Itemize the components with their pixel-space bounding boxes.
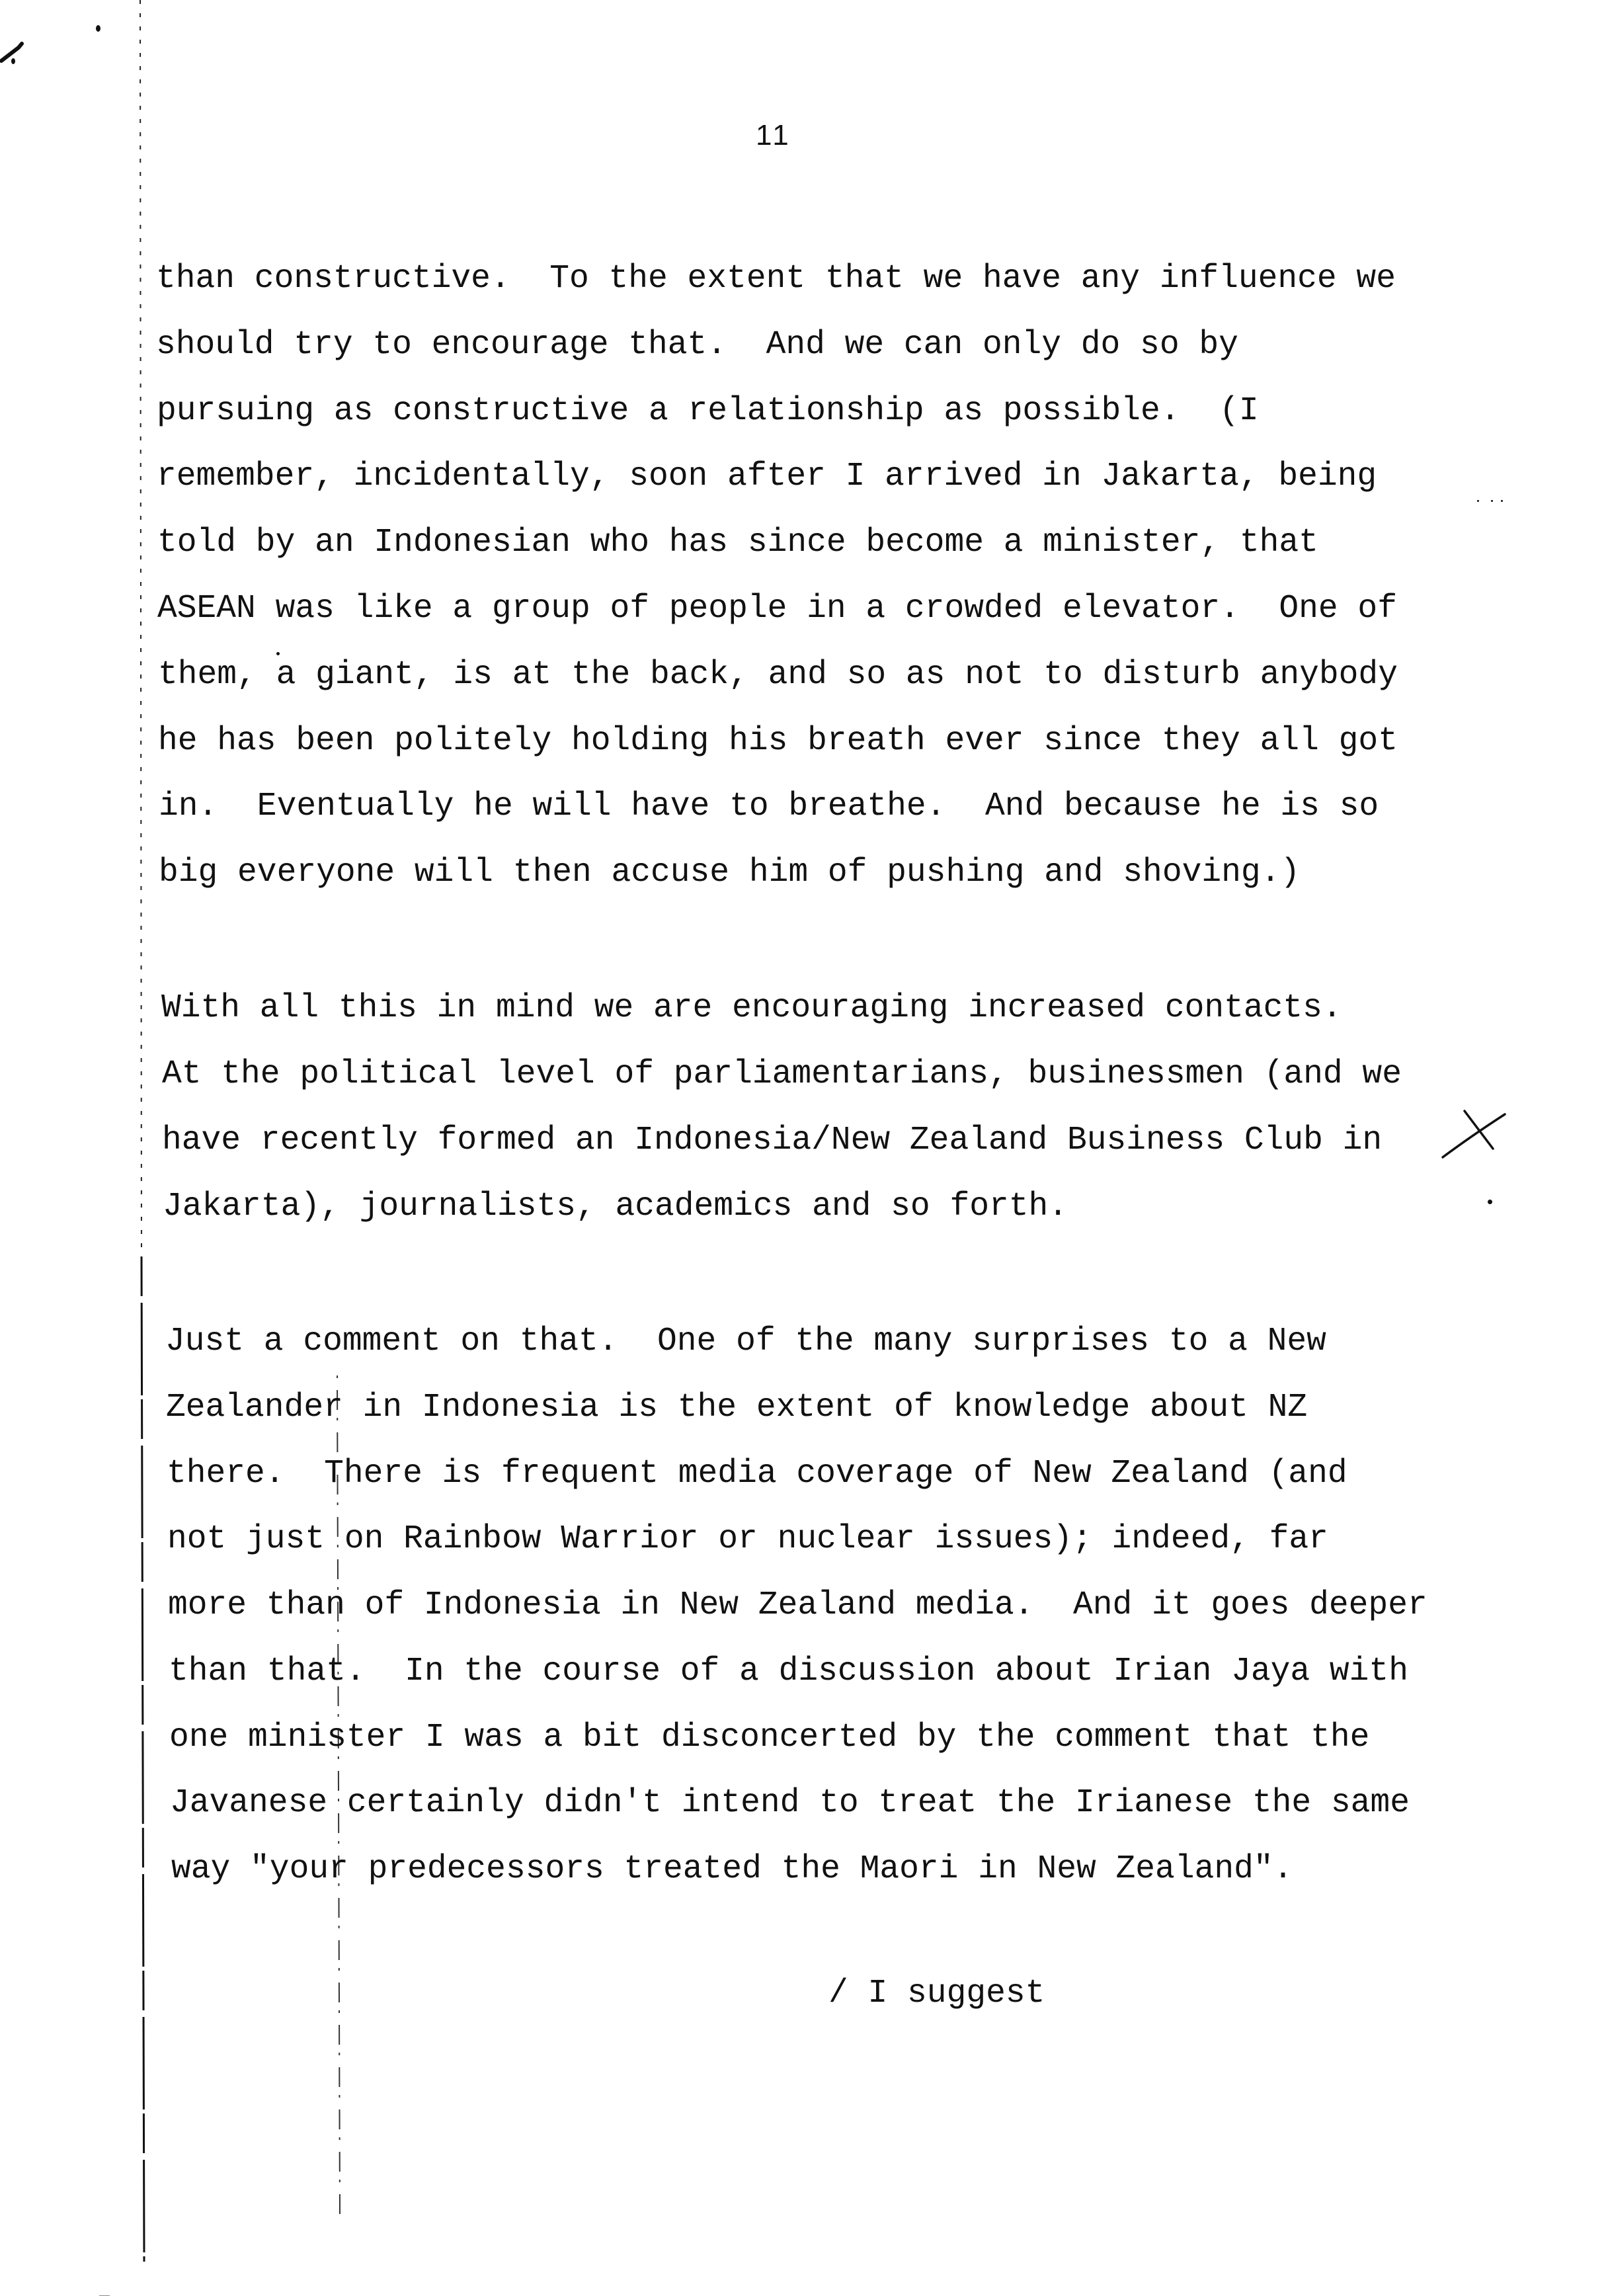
text-line: pursuing as constructive a relationship as possible. (I [157,392,1259,429]
text-line: With all this in mind we are encouraging increased contacts. [161,989,1342,1026]
text-line: Jakarta), journalists, academics and so forth. [163,1188,1068,1225]
speck-dot [11,58,15,64]
margin-dashed-line [140,0,141,1256]
page-number: 11 [756,119,791,151]
text-line: At the political level of parliamentarians, businessmen (and we [162,1055,1402,1092]
text-line: them, a giant, is at the back, and so as not to disturb anybody [158,656,1398,693]
speck-dot [1501,500,1503,502]
text-line: one minister I was a bit disconcerted by the comment that the [169,1719,1370,1756]
text-line: not just on Rainbow Warrior or nuclear issues); indeed, far [167,1520,1328,1557]
continuation-marker: / I suggest [828,1975,1045,2012]
text-line: in. Eventually he will have to breathe. And because he is so [159,788,1379,825]
margin-solid-line [141,1256,144,2262]
text-line: ASEAN was like a group of people in a crowded elevator. One of [157,590,1397,627]
text-line: he has been politely holding his breath ever since they all got [158,722,1398,759]
text-line: there. There is frequent media coverage of New Zealand (and [167,1455,1347,1492]
speck-dot [1488,1200,1492,1204]
text-line: big everyone will then accuse him of pushing and shoving.) [159,854,1301,891]
text-line: told by an Indonesian who has since become a minister, that [157,524,1318,561]
cross-mark-icon [1443,1111,1505,1157]
text-line: Just a comment on that. One of the many surprises to a New [165,1323,1326,1360]
text-line: way "your predecessors treated the Maori in New Zealand". [171,1850,1293,1887]
text-line: than constructive. To the extent that we have any influence we [156,260,1396,297]
text-line: Zealander in Indonesia is the extent of knowledge about NZ [166,1389,1308,1426]
text-line: should try to encourage that. And we can only do so by [156,326,1238,363]
text-line: Javanese certainly didn't intend to treat the Irianese the same [170,1784,1410,1821]
speck-dot [276,652,280,655]
speck-dot [1491,500,1493,502]
text-line: have recently formed an Indonesia/New Zealand Business Club in [162,1122,1383,1159]
speck-dot [96,25,100,32]
text-line: remember, incidentally, soon after I arrived in Jakarta, being [157,458,1377,495]
speck-dot [1477,500,1479,502]
text-line: more than of Indonesia in New Zealand media. And it goes deeper [168,1586,1427,1623]
text-line: than that. In the course of a discussion about Irian Jaya with [169,1653,1408,1690]
